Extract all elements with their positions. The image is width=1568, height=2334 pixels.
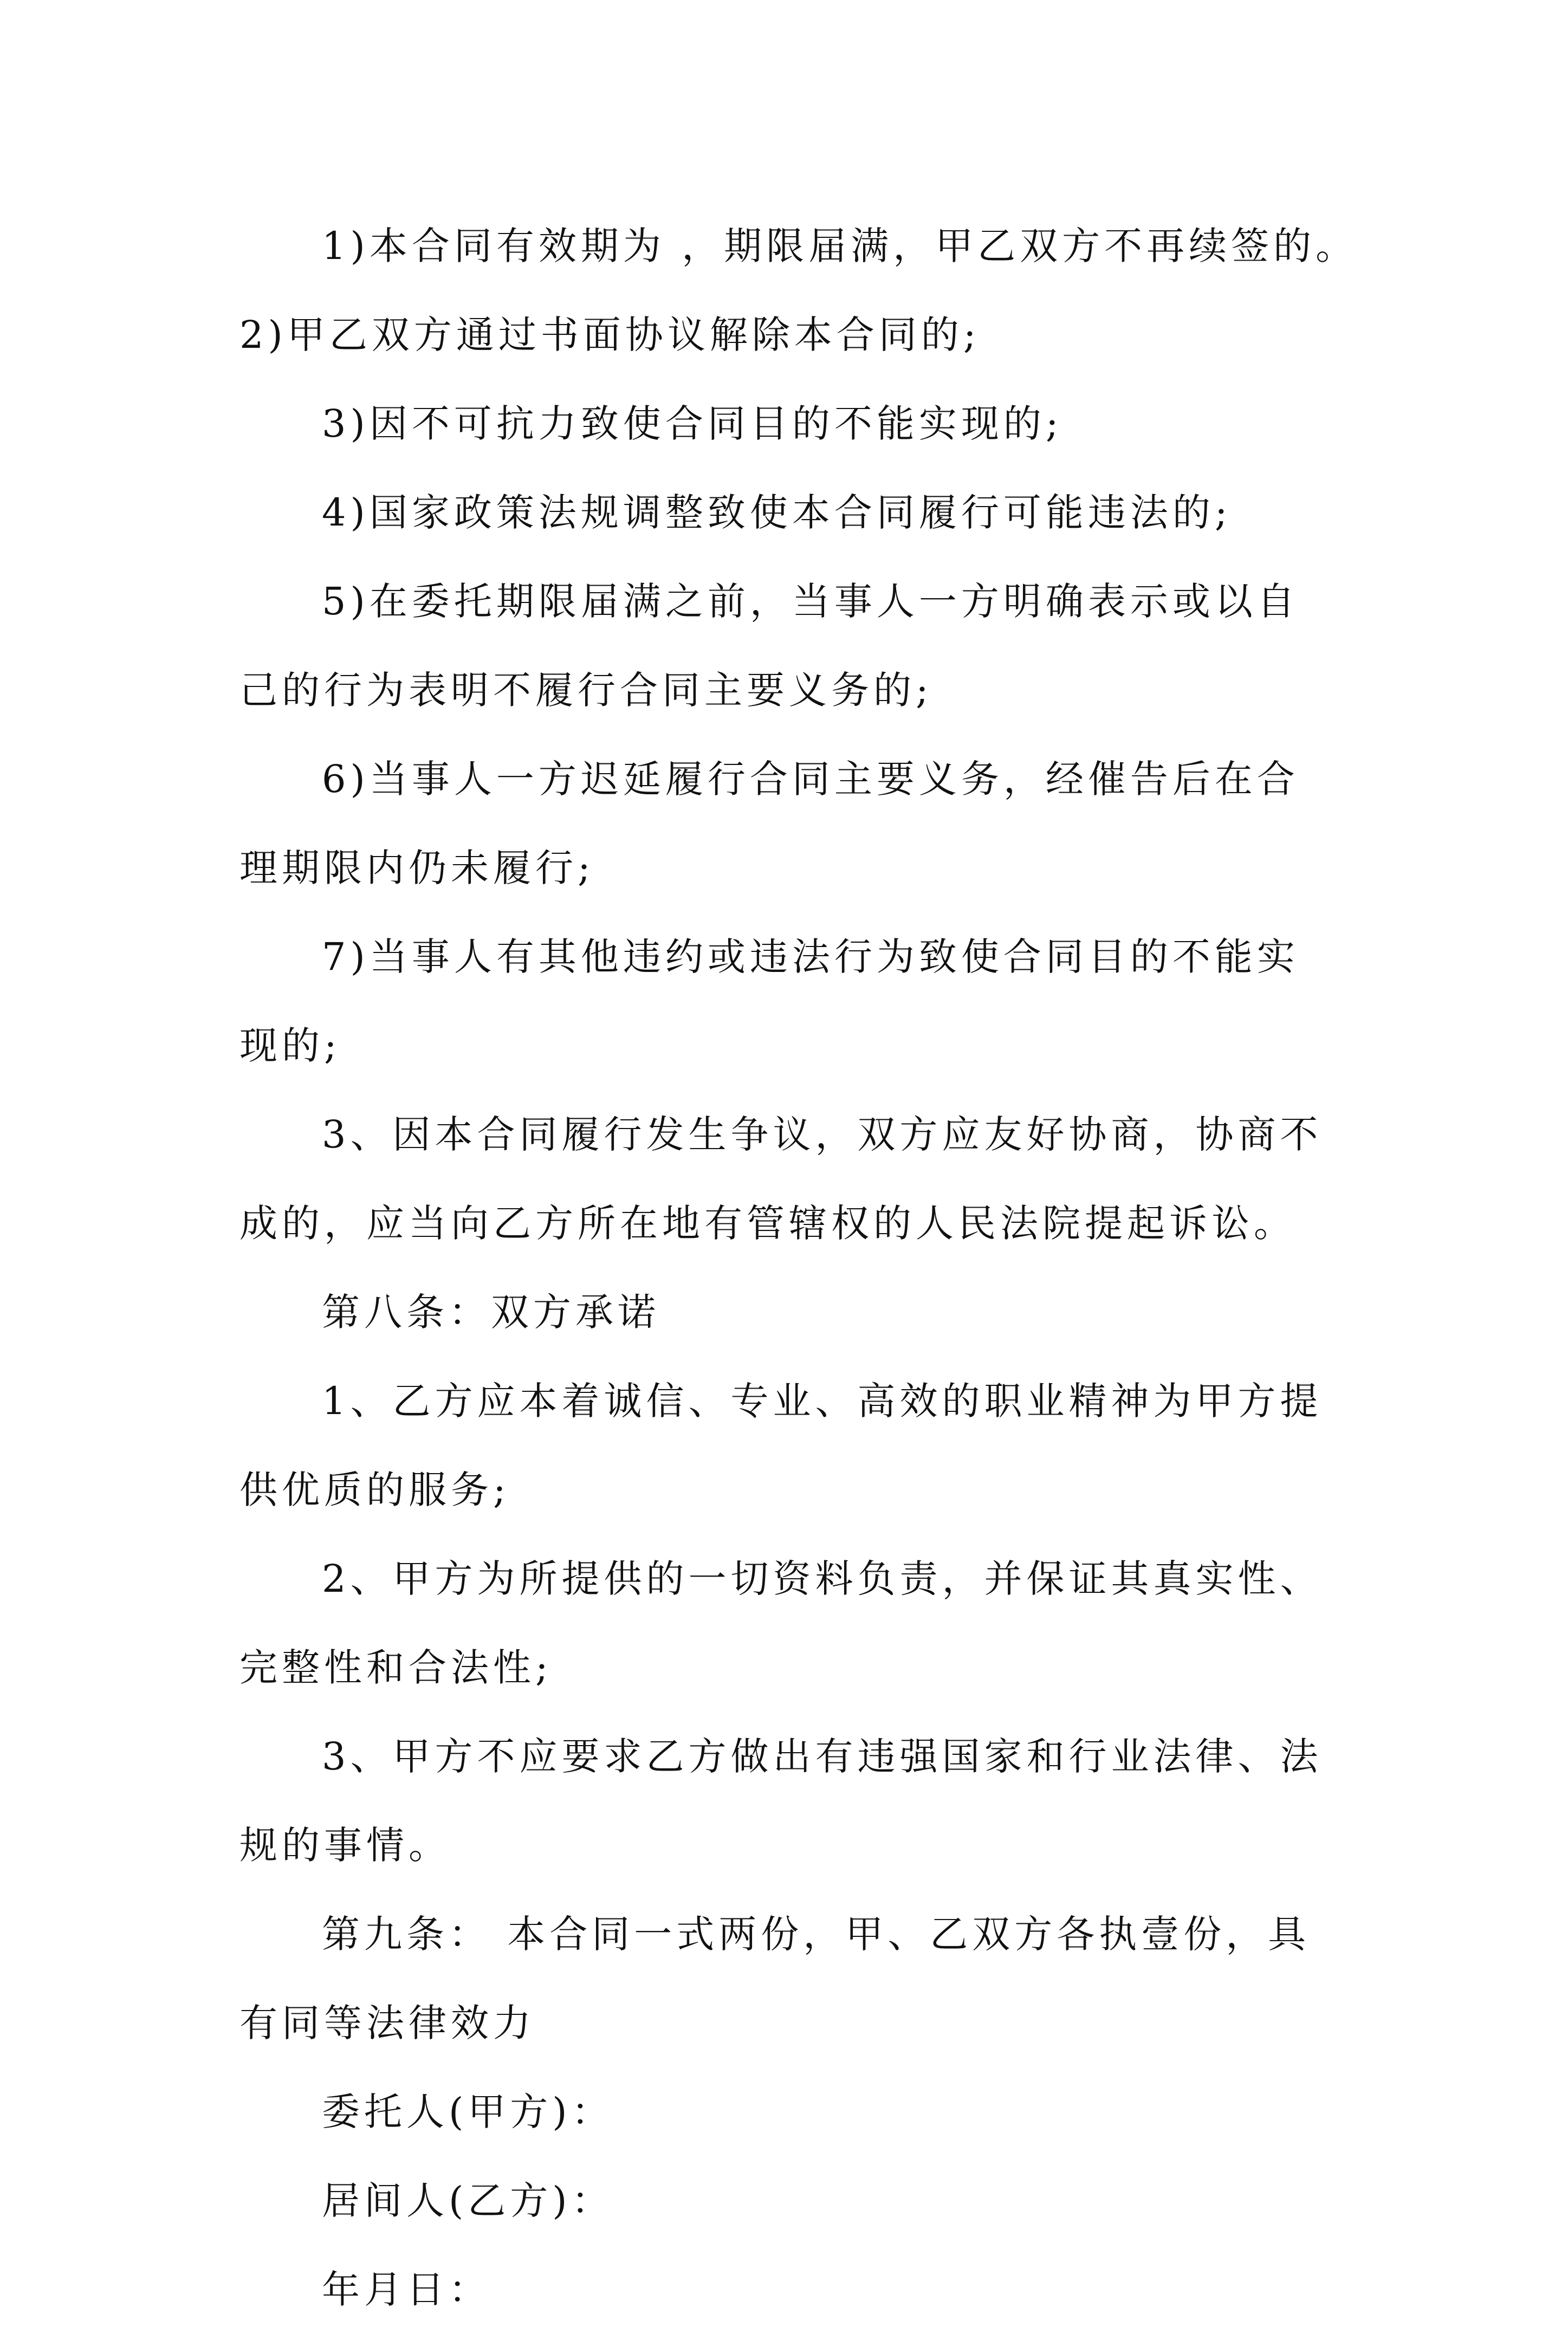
- article-nine: 第九条： 本合同一式两份，甲、乙双方各执壹份，具有同等法律效力: [239, 1912, 1311, 2045]
- signature-party-a: 委托人(甲方)：: [322, 2090, 614, 2134]
- commitment-party-a-materials: 2、甲方为所提供的一切资料负责，并保证其真实性、完整性和合法性;: [239, 1557, 1323, 1690]
- clause-other-breach: 7)当事人有其他违约或违法行为致使合同目的不能实现的;: [239, 935, 1299, 1068]
- article-eight-heading: 第八条：双方承诺: [322, 1290, 660, 1334]
- clause-dispute-resolution: 3、因本合同履行发生争议，双方应友好协商，协商不成的，应当向乙方所在地有管辖权的人民法院提起诉讼。: [239, 1112, 1323, 1246]
- signature-date: 年月日：: [322, 2267, 491, 2312]
- commitment-party-a-legal: 3、甲方不应要求乙方做出有违强国家和行业法律、法规的事情。: [239, 1734, 1323, 1868]
- clause-anticipatory-breach: 5)在委托期限届满之前，当事人一方明确表示或以自己的行为表明不履行合同主要义务的;: [239, 579, 1299, 712]
- clause-delayed-performance: 6)当事人一方迟延履行合同主要义务，经催告后在合理期限内仍未履行;: [239, 757, 1299, 890]
- clause-term-expiry: 1)本合同有效期为 ，期限届满，甲乙双方不再续签的。: [322, 224, 1358, 268]
- clause-force-majeure: 3)因不可抗力致使合同目的不能实现的;: [322, 401, 1063, 446]
- signature-party-b: 居间人(乙方)：: [322, 2179, 614, 2223]
- document-body: [239, 202, 1358, 2334]
- clause-policy-change: 4)国家政策法规调整致使本合同履行可能违法的;: [322, 490, 1232, 535]
- commitment-party-b: 1、乙方应本着诚信、专业、高效的职业精神为甲方提供优质的服务;: [239, 1379, 1323, 1512]
- clause-written-agreement: 2)甲乙双方通过书面协议解除本合同的;: [239, 313, 981, 357]
